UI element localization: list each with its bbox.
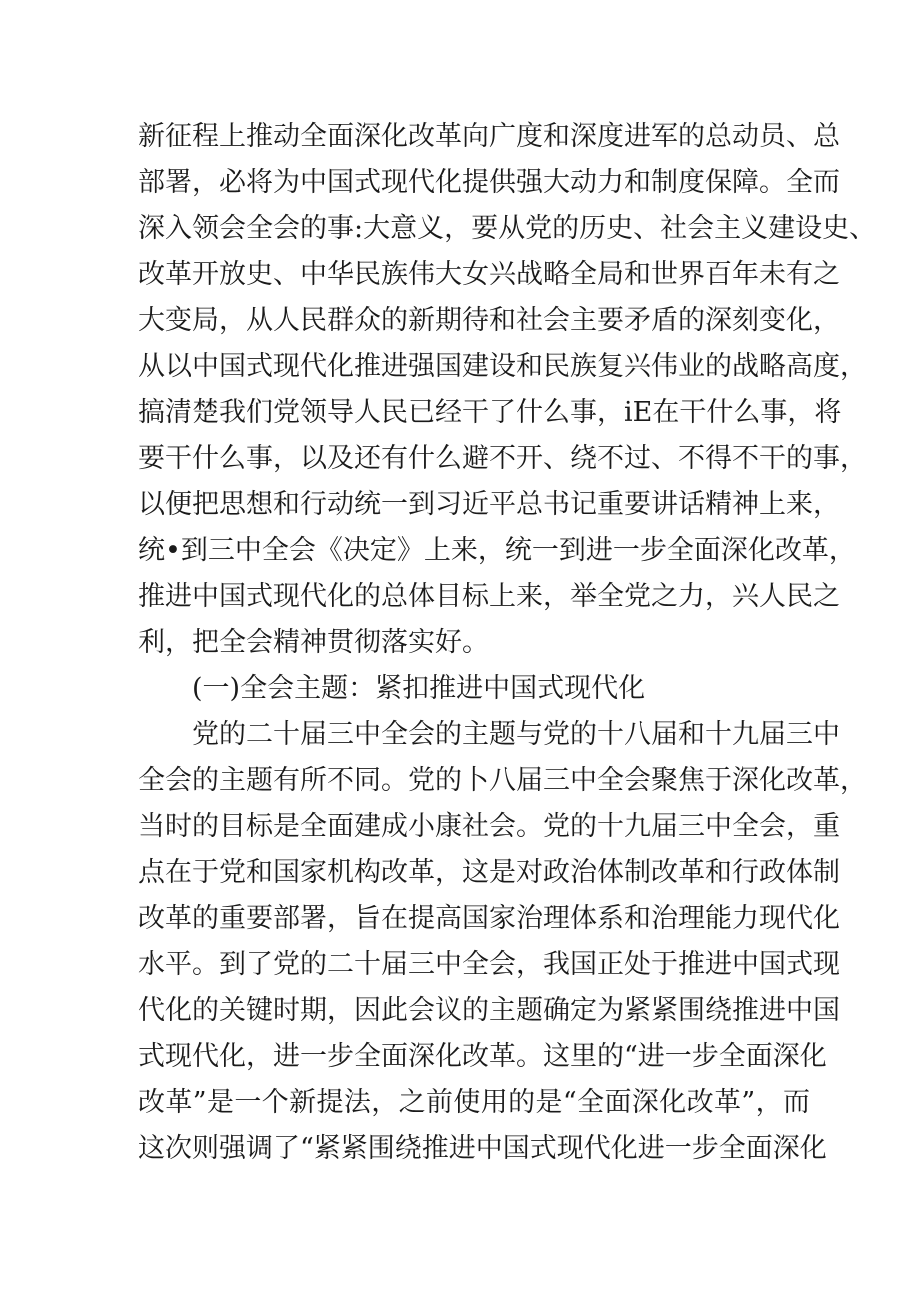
paragraph-line: 改革的重要部署，旨在提高国家治理体系和治理能力现代化 [138, 903, 840, 934]
paragraph-line: 从以中国式现代化推进强国建设和民族复兴伟业的战略高度， [138, 351, 867, 382]
section-heading: (一)全会主题：紧扣推进中国式现代化 [192, 673, 646, 704]
paragraph-line: 新征程上推动全面深化改革向广度和深度进军的总动员、总 [138, 121, 840, 152]
paragraph-line: 深入领会全会的事:大意义，要从党的历史、社会主义建设史、 [138, 213, 877, 244]
paragraph-line: 代化的关键时期，因此会议的主题确定为紧紧围绕推进中国 [138, 995, 840, 1026]
paragraph-line: 要干什么事，以及还有什么避不开、绕不过、不得不干的事， [138, 443, 867, 474]
paragraph-line: 点在于党和国家机构改革，这是对政治体制改革和行政体制 [138, 857, 840, 888]
paragraph-line: 搞清楚我们党领导人民已经干了什么事，iE在干什么事，将 [138, 397, 842, 428]
paragraph-line: 水平。到了党的二十届三中全会，我国正处于推进中国式现 [138, 949, 840, 980]
paragraph-line: 党的二十届三中全会的主题与党的十八届和十九届三中 [192, 719, 840, 750]
paragraph-line: 大变局，从人民群众的新期待和社会主要矛盾的深刻变化， [138, 305, 840, 336]
paragraph-line: 利，把全会精神贯彻落实好。 [138, 627, 489, 658]
paragraph-line: 以便把思想和行动统一到习近平总书记重要讲话精神上来， [138, 489, 840, 520]
paragraph-line: 当时的目标是全面建成小康社会。党的十九届三中全会，重 [138, 811, 840, 842]
document-body [138, 114, 877, 1172]
paragraph-line: 式现代化，进一步全面深化改革。这里的“进一步全面深化 [138, 1041, 827, 1072]
paragraph-line: 部署，必将为中国式现代化提供强大动力和制度保障。全而 [138, 167, 840, 198]
paragraph-line: 改革”是一个新提法，之前使用的是“全面深化改革”，而 [138, 1087, 810, 1118]
paragraph-line: 改革开放史、中华民族伟大女兴战略全局和世界百年未有之 [138, 259, 840, 290]
paragraph-line: 全会的主题有所不同。党的卜八届三中全会聚焦于深化改革， [138, 765, 867, 796]
paragraph-line: 推进中国式现代化的总体目标上来，举全党之力，兴人民之 [138, 581, 840, 612]
paragraph-line: 统•到三中全会《决定》上来，统一到进一步全面深化改革， [138, 535, 856, 566]
paragraph-line: 这次则强调了“紧紧围绕推进中国式现代化进一步全面深化 [138, 1133, 827, 1164]
